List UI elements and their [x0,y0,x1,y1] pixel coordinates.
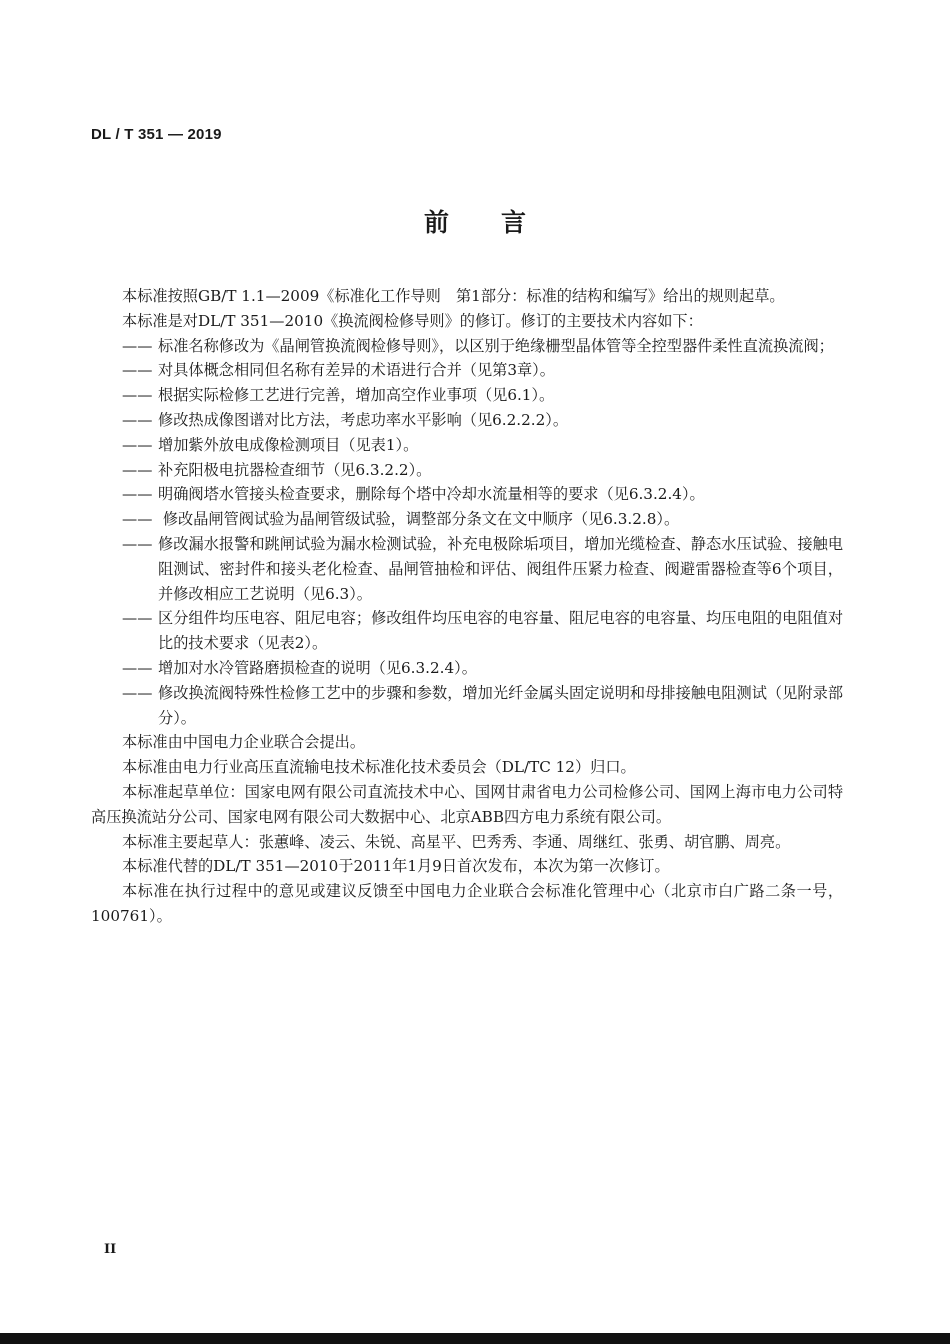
dash-marker: —— [122,534,153,553]
dash-marker: —— [122,336,153,355]
dash-marker: —— [122,510,153,529]
dash-marker: —— [122,485,153,504]
paragraph-proposer: 本标准由中国电力企业联合会提出。 [122,733,365,752]
dash-marker: —— [122,435,153,454]
paragraph-drafting-units: 本标准起草单位：国家电网有限公司直流技术中心、国网甘肃省电力公司检修公司、国网上海市电力公司特高压换流站分公司、国家电网有限公司大数据中心、北京ABB四方电力系统有限公司。 [91,782,843,826]
preface-body [91,284,843,929]
bottom-border [0,1333,950,1344]
page-number: II [104,1242,117,1257]
dash-marker: —— [122,361,153,380]
revision-item: —— 增加紫外放电成像检测项目（见表1）。 [91,433,843,458]
revision-item: —— 明确阀塔水管接头检查要求，删除每个塔中冷却水流量相等的要求（见6.3.2.4）。 [91,482,843,507]
revision-item: —— 根据实际检修工艺进行完善，增加高空作业事项（见6.1）。 [91,383,843,408]
revision-item: —— 修改晶闸管阀试验为晶闸管级试验，调整部分条文在文中顺序（见6.3.2.8）。 [91,507,843,532]
revision-item: —— 补充阳极电抗器检查细节（见6.3.2.2）。 [91,458,843,483]
revision-item: —— 对具体概念相同但名称有差异的术语进行合并（见第3章）。 [91,358,843,383]
paragraph-drafters: 本标准主要起草人：张蕙峰、凌云、朱锐、高星平、巴秀秀、李通、周继红、张勇、胡官鹏、周亮。 [122,832,791,851]
revision-item: —— 区分组件均压电容、阻尼电容；修改组件均压电容的电容量、阻尼电容的电容量、均压电阻的电阻值对比的技术要求（见表2）。 [91,606,843,656]
page-title: 前言 [423,208,578,237]
dash-marker: —— [122,410,153,429]
paragraph-revision-intro: 本标准是对DL/T 351—2010《换流阀检修导则》的修订。修订的主要技术内容如下： [122,311,703,330]
dash-marker: —— [122,658,153,677]
revision-item: —— 修改换流阀特殊性检修工艺中的步骤和参数，增加光纤金属头固定说明和母排接触电阻测试（见附录部分）。 [91,681,843,731]
paragraph-committee: 本标准由电力行业高压直流输电技术标准化技术委员会（DL/TC 12）归口。 [122,758,636,777]
dash-marker: —— [122,386,153,405]
paragraph-feedback: 本标准在执行过程中的意见或建议反馈至中国电力企业联合会标准化管理中心（北京市白广路二条一号，100761）。 [91,882,843,925]
paragraph-drafting-rules: 本标准按照GB/T 1.1—2009《标准化工作导则 第1部分：标准的结构和编写》给出的规则起草。 [122,287,785,305]
paragraph-replacement: 本标准代替的DL/T 351—2010于2011年1月9日首次发布，本次为第一次修订。 [122,857,670,876]
dash-marker: —— [122,683,153,702]
revision-item: —— 修改热成像图谱对比方法，考虑功率水平影响（见6.2.2.2）。 [91,408,843,433]
dash-marker: —— [122,609,153,628]
revision-item: —— 标准名称修改为《晶闸管换流阀检修导则》，以区别于绝缘栅型晶体管等全控型器件柔性直流换流阀； [91,334,843,359]
revision-item: —— 修改漏水报警和跳闸试验为漏水检测试验，补充电极除垢项目，增加光缆检查、静态水压试验、接触电阻测试、密封件和接头老化检查、晶闸管抽检和评估、阀组件压紧力检查、阀避雷器检查等6个项目，并修改相应工艺说明（见6.3）。 [91,532,843,606]
revision-item: —— 增加对水冷管路磨损检查的说明（见6.3.2.4）。 [91,656,843,681]
standard-code: DL / T 351 — 2019 [91,126,222,143]
dash-marker: —— [122,460,153,479]
